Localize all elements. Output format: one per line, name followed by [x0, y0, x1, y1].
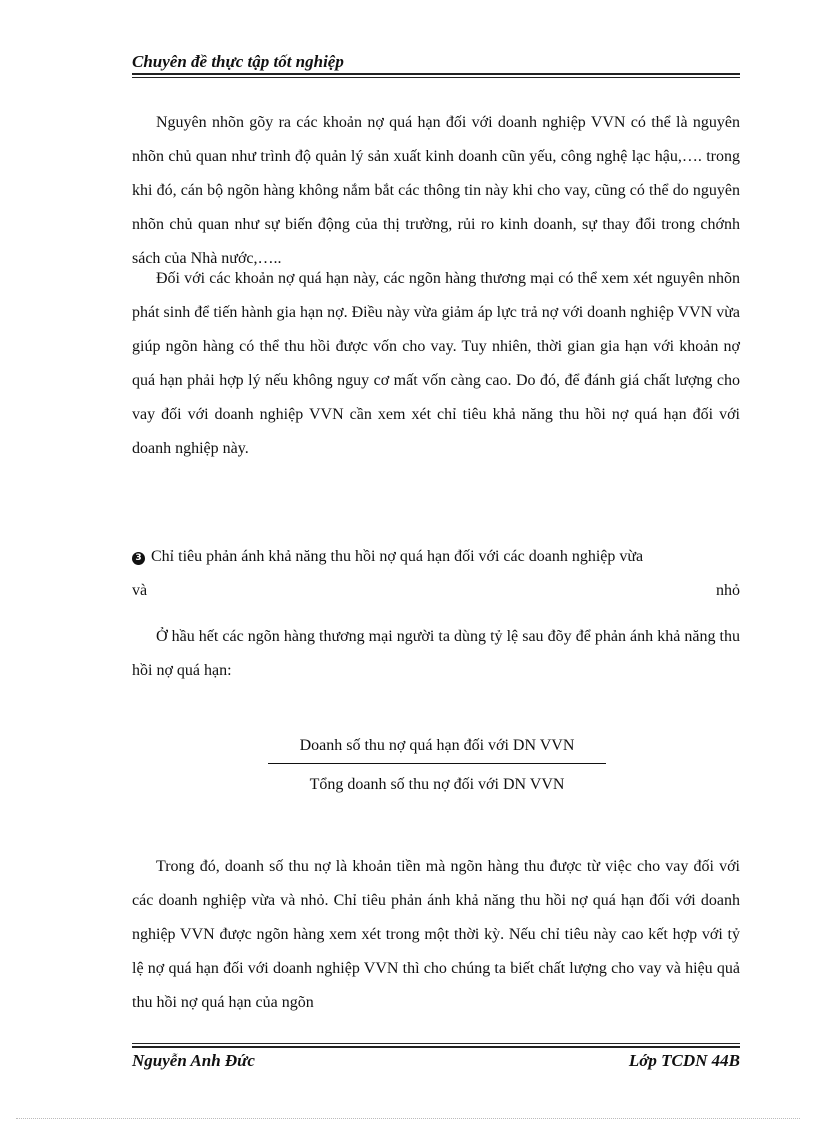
- bullet-heading: [132, 540, 740, 574]
- footer-class: Lớp TCDN 44B: [628, 1051, 740, 1070]
- footer-author: Nguyễn Anh Đức: [132, 1051, 255, 1070]
- bullet-cont-right: nhỏ: [716, 582, 740, 599]
- paragraph-ratio-intro: Ở hầu hết các ngõn hàng thương mại người ta dùng tỷ lệ sau đõy để phản ánh khả năng thu hồi nợ quá hạn:: [132, 628, 740, 679]
- paragraph-causes: Nguyên nhõn gõy ra các khoản nợ quá hạn đối với doanh nghiệp VVN có thể là nguyên nhõn chủ quan như trình độ quản lý sản xuất kinh doanh cũn yếu, công nghệ lạc hậu,…. trong khi đó, cán bộ ngõn hàng không nắm bắt các thông tin này khi cho vay, cũng có thể do nguyên nhõn chủ quan như sự biến động của thị trường, rủi ro kinh doanh, sự thay đổi trong chớnh sách của Nhà nước,…..: [132, 114, 740, 267]
- numbered-bullet-icon: 3: [132, 552, 145, 565]
- paragraph-extension: Đối với các khoản nợ quá hạn này, các ngõn hàng thương mại có thể xem xét nguyên nhõn phát sinh để tiến hành gia hạn nợ. Điều này vừa giảm áp lực trả nợ với doanh nghiệp VVN vừa giúp ngõn hàng có thể thu hồi được vốn cho vay. Tuy nhiên, thời gian gia hạn với khoản nợ quá hạn phải hợp lý nếu không nguy cơ mất vốn càng cao. Do đó, để đánh giá chất lượng cho vay đối với doanh nghiệp VVN cần xem xét chỉ tiêu khả năng thu hồi nợ quá hạn đối với doanh nghiệp này.: [132, 270, 740, 457]
- formula-numerator: Doanh số thu nợ quá hạn đối với DN VVN: [299, 737, 575, 754]
- formula-denominator: Tổng doanh số thu nợ đối với DN VVN: [309, 776, 565, 793]
- paragraph-explanation: Trong đó, doanh số thu nợ là khoản tiền mà ngõn hàng thu được từ việc cho vay đối với các doanh nghiệp vừa và nhỏ. Chỉ tiêu phản ánh khả năng thu hồi nợ quá hạn đối với doanh nghiệp VVN được ngõn hàng xem xét trong một thời kỳ. Nếu chỉ tiêu này cao kết hợp với tỷ lệ nợ quá hạn đối với doanh nghiệp VVN thì cho chúng ta biết chất lượng cho vay và hiệu quả thu hồi nợ quá hạn của ngõn: [132, 858, 740, 1011]
- bullet-heading-continuation: [132, 574, 740, 608]
- bullet-cont-left: và: [132, 582, 148, 599]
- bullet-heading-text: Chỉ tiêu phản ánh khả năng thu hồi nợ quá hạn đối với các doanh nghiệp vừa: [151, 548, 644, 565]
- page-header-title: Chuyên đề thực tập tốt nghiệp: [132, 52, 344, 71]
- ratio-formula: [268, 735, 606, 796]
- fraction-bar: [268, 763, 606, 764]
- footer-divider: [132, 1043, 740, 1048]
- page-edge-divider: [16, 1118, 800, 1119]
- header-divider: [132, 73, 740, 78]
